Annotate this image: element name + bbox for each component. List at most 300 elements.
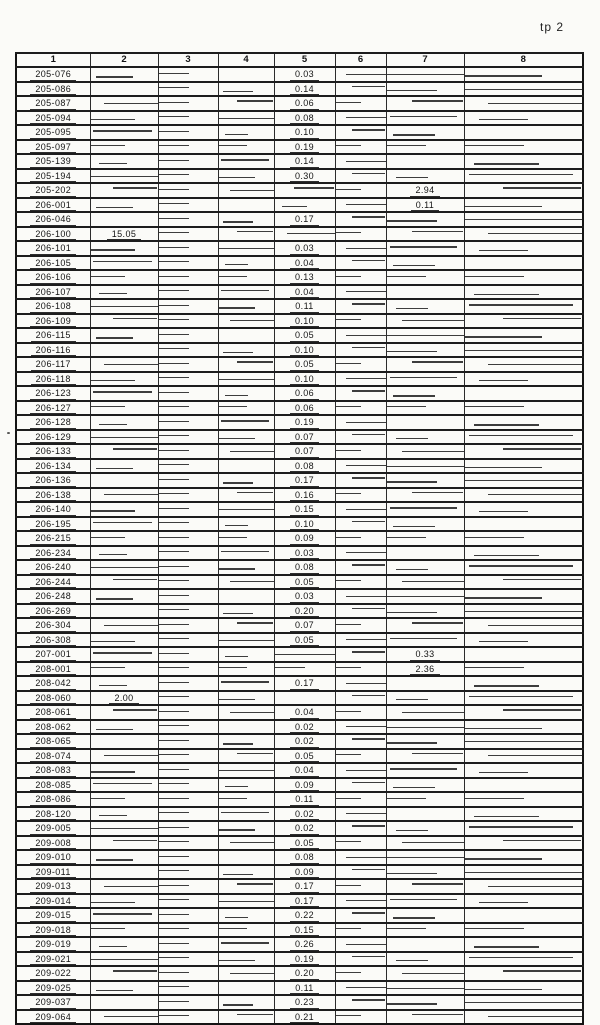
row-id-cell bbox=[16, 488, 90, 503]
value-cell bbox=[386, 778, 464, 793]
cell-value: 0.03 bbox=[290, 547, 319, 560]
value-cell bbox=[274, 169, 335, 184]
value-cell bbox=[90, 1010, 158, 1025]
value-cell bbox=[90, 82, 158, 97]
row-id-cell bbox=[16, 299, 90, 314]
value-cell bbox=[158, 96, 218, 111]
value-cell bbox=[335, 923, 386, 938]
value-cell bbox=[158, 691, 218, 706]
value-cell bbox=[90, 676, 158, 691]
value-cell bbox=[274, 720, 335, 735]
value-cell bbox=[218, 1010, 274, 1025]
row-id: 205-139 bbox=[30, 155, 76, 168]
cell-value: 0.21 bbox=[290, 1011, 319, 1024]
table-row bbox=[16, 894, 583, 909]
row-id: 206-129 bbox=[30, 431, 76, 444]
cell-value: 0.20 bbox=[290, 967, 319, 980]
value-cell bbox=[218, 865, 274, 880]
value-cell bbox=[218, 343, 274, 358]
value-cell bbox=[218, 720, 274, 735]
value-cell bbox=[158, 227, 218, 242]
cell-value: 0.04 bbox=[290, 257, 319, 270]
cell-value: 0.08 bbox=[290, 851, 319, 864]
value-cell bbox=[158, 546, 218, 561]
value-cell bbox=[90, 241, 158, 256]
row-id-cell bbox=[16, 169, 90, 184]
value-cell bbox=[90, 778, 158, 793]
value-cell bbox=[274, 328, 335, 343]
value-cell bbox=[90, 299, 158, 314]
table-row bbox=[16, 836, 583, 851]
value-cell bbox=[386, 140, 464, 155]
value-cell bbox=[218, 241, 274, 256]
value-cell bbox=[464, 937, 583, 952]
value-cell bbox=[335, 343, 386, 358]
column-header: 8 bbox=[464, 53, 583, 67]
row-id-cell bbox=[16, 894, 90, 909]
row-id-cell bbox=[16, 459, 90, 474]
cell-value: 0.04 bbox=[290, 286, 319, 299]
value-cell bbox=[274, 125, 335, 140]
value-cell bbox=[274, 792, 335, 807]
data-table bbox=[15, 52, 584, 1025]
value-cell bbox=[386, 459, 464, 474]
value-cell bbox=[218, 836, 274, 851]
table-row bbox=[16, 705, 583, 720]
row-id-cell bbox=[16, 285, 90, 300]
row-id-cell bbox=[16, 749, 90, 764]
value-cell bbox=[464, 299, 583, 314]
row-id-cell bbox=[16, 952, 90, 967]
value-cell bbox=[386, 517, 464, 532]
value-cell bbox=[90, 531, 158, 546]
value-cell bbox=[274, 212, 335, 227]
value-cell bbox=[90, 821, 158, 836]
value-cell bbox=[386, 633, 464, 648]
row-id-cell bbox=[16, 270, 90, 285]
row-id-cell bbox=[16, 850, 90, 865]
value-cell bbox=[335, 357, 386, 372]
value-cell bbox=[158, 734, 218, 749]
value-cell bbox=[464, 1010, 583, 1025]
value-cell bbox=[90, 836, 158, 851]
table-row bbox=[16, 343, 583, 358]
value-cell bbox=[218, 618, 274, 633]
table-row bbox=[16, 314, 583, 329]
value-cell bbox=[464, 212, 583, 227]
value-cell bbox=[386, 589, 464, 604]
cell-value: 0.05 bbox=[290, 837, 319, 850]
cell-value: 0.17 bbox=[290, 213, 319, 226]
value-cell bbox=[386, 299, 464, 314]
cell-value: 0.05 bbox=[290, 329, 319, 342]
value-cell bbox=[274, 401, 335, 416]
value-cell bbox=[158, 836, 218, 851]
value-cell bbox=[158, 459, 218, 474]
value-cell bbox=[90, 256, 158, 271]
value-cell bbox=[386, 662, 464, 677]
value-cell bbox=[274, 154, 335, 169]
value-cell bbox=[464, 96, 583, 111]
value-cell bbox=[274, 227, 335, 242]
value-cell bbox=[218, 415, 274, 430]
value-cell bbox=[386, 328, 464, 343]
row-id-cell bbox=[16, 198, 90, 213]
value-cell bbox=[274, 198, 335, 213]
value-cell bbox=[158, 807, 218, 822]
value-cell bbox=[464, 546, 583, 561]
value-cell bbox=[218, 285, 274, 300]
value-cell bbox=[386, 923, 464, 938]
table-row bbox=[16, 749, 583, 764]
value-cell bbox=[90, 589, 158, 604]
row-id-cell bbox=[16, 96, 90, 111]
value-cell bbox=[464, 473, 583, 488]
value-cell bbox=[90, 140, 158, 155]
value-cell bbox=[464, 227, 583, 242]
row-id: 208-120 bbox=[30, 808, 76, 821]
cell-value: 0.09 bbox=[290, 866, 319, 879]
value-cell bbox=[158, 343, 218, 358]
value-cell bbox=[386, 488, 464, 503]
value-cell bbox=[218, 198, 274, 213]
cell-value: 2.00 bbox=[109, 692, 138, 705]
value-cell bbox=[218, 923, 274, 938]
value-cell bbox=[90, 227, 158, 242]
value-cell bbox=[274, 879, 335, 894]
value-cell bbox=[464, 531, 583, 546]
value-cell bbox=[218, 444, 274, 459]
value-cell bbox=[464, 749, 583, 764]
row-id-cell bbox=[16, 691, 90, 706]
value-cell bbox=[386, 212, 464, 227]
row-id-cell bbox=[16, 995, 90, 1010]
value-cell bbox=[386, 125, 464, 140]
row-id-cell bbox=[16, 705, 90, 720]
value-cell bbox=[158, 517, 218, 532]
value-cell bbox=[218, 140, 274, 155]
cell-value: 0.23 bbox=[290, 996, 319, 1009]
row-id: 208-060 bbox=[30, 692, 76, 705]
row-id: 208-086 bbox=[30, 793, 76, 806]
value-cell bbox=[158, 879, 218, 894]
cell-value: 0.09 bbox=[290, 779, 319, 792]
cell-value: 0.17 bbox=[290, 474, 319, 487]
value-cell bbox=[218, 705, 274, 720]
value-cell bbox=[158, 604, 218, 619]
value-cell bbox=[158, 908, 218, 923]
value-cell bbox=[218, 676, 274, 691]
table-row bbox=[16, 879, 583, 894]
value-cell bbox=[90, 952, 158, 967]
value-cell bbox=[274, 546, 335, 561]
value-cell bbox=[464, 372, 583, 387]
value-cell bbox=[464, 285, 583, 300]
value-cell bbox=[386, 111, 464, 126]
table-row bbox=[16, 328, 583, 343]
value-cell bbox=[464, 444, 583, 459]
value-cell bbox=[464, 763, 583, 778]
row-id-cell bbox=[16, 67, 90, 82]
value-cell bbox=[274, 894, 335, 909]
value-cell bbox=[90, 125, 158, 140]
value-cell bbox=[218, 67, 274, 82]
value-cell bbox=[386, 227, 464, 242]
value-cell bbox=[335, 386, 386, 401]
table-row bbox=[16, 720, 583, 735]
value-cell bbox=[158, 328, 218, 343]
page-label: tp 2 bbox=[539, 20, 564, 34]
value-cell bbox=[274, 111, 335, 126]
value-cell bbox=[158, 314, 218, 329]
value-cell bbox=[90, 604, 158, 619]
value-cell bbox=[90, 865, 158, 880]
value-cell bbox=[335, 430, 386, 445]
cell-value: 0.05 bbox=[290, 358, 319, 371]
value-cell bbox=[335, 96, 386, 111]
table-body bbox=[16, 67, 583, 1024]
row-id: 206-133 bbox=[30, 445, 76, 458]
value-cell bbox=[218, 966, 274, 981]
row-id: 205-087 bbox=[30, 97, 76, 110]
cell-value: 0.08 bbox=[290, 460, 319, 473]
value-cell bbox=[90, 691, 158, 706]
value-cell bbox=[386, 386, 464, 401]
value-cell bbox=[274, 778, 335, 793]
value-cell bbox=[274, 952, 335, 967]
value-cell bbox=[335, 850, 386, 865]
value-cell bbox=[90, 575, 158, 590]
table-row bbox=[16, 256, 583, 271]
value-cell bbox=[386, 546, 464, 561]
cell-value: 0.16 bbox=[290, 489, 319, 502]
cell-value: 0.14 bbox=[290, 83, 319, 96]
value-cell bbox=[386, 473, 464, 488]
value-cell bbox=[90, 633, 158, 648]
value-cell bbox=[158, 705, 218, 720]
row-id: 208-074 bbox=[30, 750, 76, 763]
value-cell bbox=[274, 473, 335, 488]
table-row bbox=[16, 198, 583, 213]
value-cell bbox=[218, 154, 274, 169]
value-cell bbox=[386, 372, 464, 387]
value-cell bbox=[90, 285, 158, 300]
value-cell bbox=[464, 575, 583, 590]
value-cell bbox=[335, 560, 386, 575]
value-cell bbox=[335, 836, 386, 851]
value-cell bbox=[335, 502, 386, 517]
value-cell bbox=[274, 444, 335, 459]
value-cell bbox=[464, 82, 583, 97]
row-id-cell bbox=[16, 937, 90, 952]
row-id-cell bbox=[16, 720, 90, 735]
row-id-cell bbox=[16, 415, 90, 430]
row-id-cell bbox=[16, 343, 90, 358]
value-cell bbox=[274, 676, 335, 691]
value-cell bbox=[90, 908, 158, 923]
cell-value: 15.05 bbox=[107, 228, 142, 241]
table-row bbox=[16, 865, 583, 880]
value-cell bbox=[386, 67, 464, 82]
value-cell bbox=[218, 386, 274, 401]
value-cell bbox=[386, 720, 464, 735]
row-id: 208-085 bbox=[30, 779, 76, 792]
column-header: 5 bbox=[274, 53, 335, 67]
row-id-cell bbox=[16, 560, 90, 575]
table-row bbox=[16, 618, 583, 633]
value-cell bbox=[218, 647, 274, 662]
row-id-cell bbox=[16, 734, 90, 749]
row-id: 209-013 bbox=[30, 880, 76, 893]
value-cell bbox=[158, 749, 218, 764]
value-cell bbox=[386, 647, 464, 662]
cell-value: 0.17 bbox=[290, 895, 319, 908]
value-cell bbox=[464, 589, 583, 604]
table-row bbox=[16, 734, 583, 749]
table-row bbox=[16, 531, 583, 546]
value-cell bbox=[335, 473, 386, 488]
value-cell bbox=[335, 372, 386, 387]
value-cell bbox=[335, 198, 386, 213]
row-id-cell bbox=[16, 676, 90, 691]
value-cell bbox=[90, 850, 158, 865]
table-row bbox=[16, 691, 583, 706]
value-cell bbox=[335, 169, 386, 184]
cell-value: 0.06 bbox=[290, 97, 319, 110]
header-row bbox=[16, 53, 583, 67]
value-cell bbox=[386, 705, 464, 720]
row-id-cell bbox=[16, 111, 90, 126]
value-cell bbox=[90, 734, 158, 749]
value-cell bbox=[274, 502, 335, 517]
value-cell bbox=[464, 401, 583, 416]
cell-value: 0.17 bbox=[290, 677, 319, 690]
value-cell bbox=[335, 415, 386, 430]
value-cell bbox=[335, 647, 386, 662]
value-cell bbox=[158, 270, 218, 285]
row-id: 208-065 bbox=[30, 735, 76, 748]
value-cell bbox=[274, 531, 335, 546]
value-cell bbox=[158, 647, 218, 662]
row-id: 208-061 bbox=[30, 706, 76, 719]
cell-value: 0.33 bbox=[410, 648, 439, 661]
value-cell bbox=[464, 676, 583, 691]
value-cell bbox=[335, 111, 386, 126]
column-header: 1 bbox=[16, 53, 90, 67]
cell-value: 0.15 bbox=[290, 503, 319, 516]
cell-value: 0.07 bbox=[290, 445, 319, 458]
value-cell bbox=[218, 357, 274, 372]
value-cell bbox=[386, 995, 464, 1010]
value-cell bbox=[158, 720, 218, 735]
value-cell bbox=[386, 879, 464, 894]
value-cell bbox=[335, 618, 386, 633]
value-cell bbox=[335, 241, 386, 256]
value-cell bbox=[464, 415, 583, 430]
value-cell bbox=[386, 836, 464, 851]
value-cell bbox=[274, 691, 335, 706]
value-cell bbox=[335, 589, 386, 604]
value-cell bbox=[218, 749, 274, 764]
value-cell bbox=[218, 111, 274, 126]
value-cell bbox=[90, 488, 158, 503]
value-cell bbox=[464, 125, 583, 140]
value-cell bbox=[158, 1010, 218, 1025]
row-id-cell bbox=[16, 502, 90, 517]
row-id-cell bbox=[16, 1010, 90, 1025]
value-cell bbox=[335, 720, 386, 735]
value-cell bbox=[218, 270, 274, 285]
value-cell bbox=[90, 807, 158, 822]
value-cell bbox=[90, 995, 158, 1010]
value-cell bbox=[335, 879, 386, 894]
value-cell bbox=[335, 633, 386, 648]
value-cell bbox=[158, 473, 218, 488]
row-id: 209-018 bbox=[30, 924, 76, 937]
row-id-cell bbox=[16, 401, 90, 416]
value-cell bbox=[158, 792, 218, 807]
value-cell bbox=[274, 270, 335, 285]
row-id: 206-116 bbox=[31, 344, 76, 357]
table-row bbox=[16, 966, 583, 981]
row-id: 208-083 bbox=[30, 764, 76, 777]
table-row bbox=[16, 575, 583, 590]
row-id-cell bbox=[16, 531, 90, 546]
table-row bbox=[16, 401, 583, 416]
value-cell bbox=[386, 401, 464, 416]
value-cell bbox=[90, 343, 158, 358]
table-row bbox=[16, 212, 583, 227]
value-cell bbox=[218, 604, 274, 619]
cell-value: 0.10 bbox=[290, 344, 319, 357]
value-cell bbox=[464, 488, 583, 503]
value-cell bbox=[218, 82, 274, 97]
value-cell bbox=[386, 575, 464, 590]
value-cell bbox=[158, 633, 218, 648]
value-cell bbox=[464, 560, 583, 575]
value-cell bbox=[335, 966, 386, 981]
value-cell bbox=[386, 96, 464, 111]
table-row bbox=[16, 995, 583, 1010]
value-cell bbox=[158, 662, 218, 677]
value-cell bbox=[274, 966, 335, 981]
value-cell bbox=[335, 154, 386, 169]
value-cell bbox=[464, 633, 583, 648]
value-cell bbox=[90, 198, 158, 213]
value-cell bbox=[335, 1010, 386, 1025]
value-cell bbox=[218, 734, 274, 749]
value-cell bbox=[274, 488, 335, 503]
row-id: 206-234 bbox=[30, 547, 76, 560]
value-cell bbox=[386, 865, 464, 880]
table-row bbox=[16, 633, 583, 648]
row-id: 209-005 bbox=[30, 822, 76, 835]
value-cell bbox=[218, 850, 274, 865]
row-id: 209-022 bbox=[30, 967, 76, 980]
value-cell bbox=[218, 169, 274, 184]
value-cell bbox=[464, 386, 583, 401]
row-id-cell bbox=[16, 778, 90, 793]
value-cell bbox=[158, 401, 218, 416]
value-cell bbox=[464, 995, 583, 1010]
value-cell bbox=[90, 270, 158, 285]
value-cell bbox=[218, 778, 274, 793]
value-cell bbox=[464, 357, 583, 372]
value-cell bbox=[335, 140, 386, 155]
cell-value: 0.06 bbox=[290, 402, 319, 415]
value-cell bbox=[464, 502, 583, 517]
value-cell bbox=[335, 401, 386, 416]
